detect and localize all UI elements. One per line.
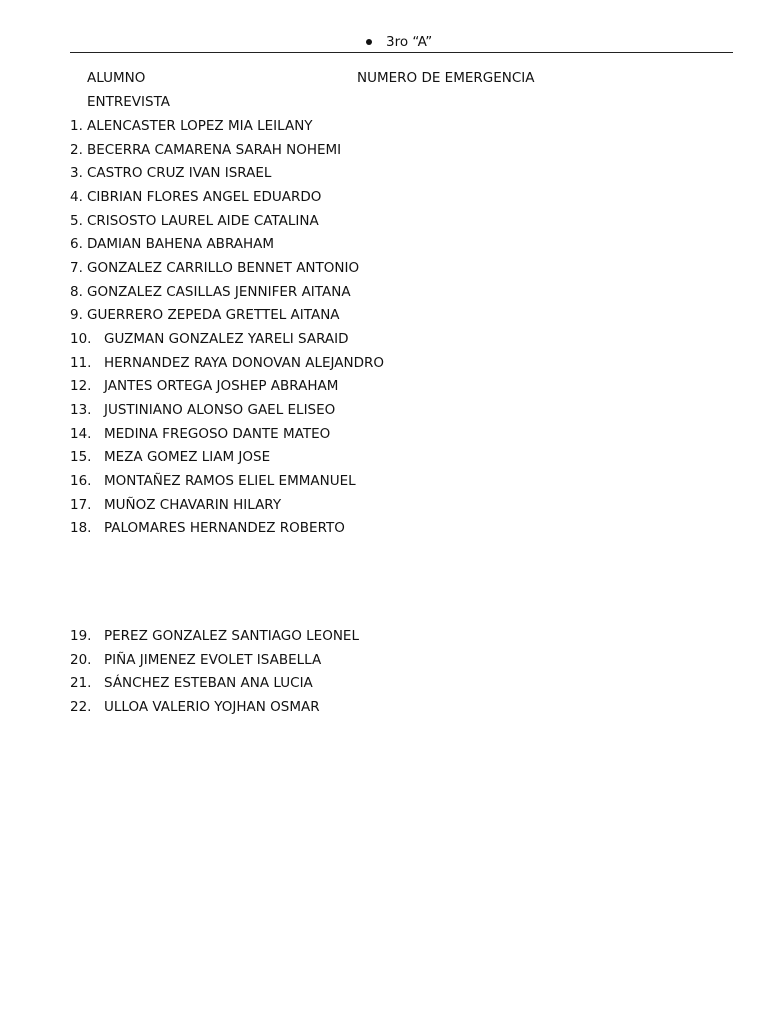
student-name: MUÑOZ CHAVARIN HILARY [104,496,282,513]
item-number: 21. [70,675,92,692]
student-name: ULLOA VALERIO YOJHAN OSMAR [104,698,320,715]
interview-column-header: ENTREVISTA [87,94,171,110]
student-name: PIÑA JIMENEZ EVOLET ISABELLA [104,651,322,668]
item-number: 2. [70,141,83,158]
student-name: BECERRA CAMARENA SARAH NOHEMI [87,141,342,158]
item-number: 1. [70,118,83,134]
item-number: 6. [70,236,83,253]
student-name: PEREZ GONZALEZ SANTIAGO LEONEL [104,628,359,644]
student-name: CASTRO CRUZ IVAN ISRAEL [87,165,272,182]
student-name: MEZA GOMEZ LIAM JOSE [104,449,271,466]
item-number: 7. [70,259,83,276]
student-name: GUERRERO ZEPEDA GRETTEL AITANA [87,307,340,324]
item-number: 22. [70,698,92,715]
student-name: ALENCASTER LOPEZ MIA LEILANY [87,118,313,134]
emergency-column-header: NUMERO DE EMERGENCIA [357,70,535,86]
item-number: 10. [70,330,92,347]
item-number: 9. [70,307,83,324]
item-number: 17. [70,496,92,513]
group-label: 3ro “A” [386,34,433,50]
student-name: CRISOSTO LAUREL AIDE CATALINA [87,212,319,229]
student-name: GONZALEZ CASILLAS JENNIFER AITANA [87,283,351,300]
item-number: 5. [70,212,83,229]
student-name: JUSTINIANO ALONSO GAEL ELISEO [104,401,336,418]
student-name: HERNANDEZ RAYA DONOVAN ALEJANDRO [104,354,384,371]
item-number: 16. [70,472,92,489]
item-number: 13. [70,401,92,418]
student-name: JANTES ORTEGA JOSHEP ABRAHAM [104,378,339,395]
item-number: 20. [70,651,92,668]
header-rule [70,52,733,53]
group-header [366,33,432,51]
bullet-icon [366,39,372,45]
student-name: DAMIAN BAHENA ABRAHAM [87,236,275,253]
student-column-header: ALUMNO [87,70,146,86]
item-number: 4. [70,188,83,205]
item-number: 15. [70,449,92,466]
student-name: MONTAÑEZ RAMOS ELIEL EMMANUEL [104,472,356,489]
student-name: CIBRIAN FLORES ANGEL EDUARDO [87,188,322,205]
student-name: MEDINA FREGOSO DANTE MATEO [104,425,331,442]
item-number: 14. [70,425,92,442]
item-number: 19. [70,628,92,644]
item-number: 11. [70,354,92,371]
student-name: GUZMAN GONZALEZ YARELI SARAID [104,330,349,347]
student-name: GONZALEZ CARRILLO BENNET ANTONIO [87,259,360,276]
item-number: 3. [70,165,83,182]
student-name: SÁNCHEZ ESTEBAN ANA LUCIA [104,675,313,692]
student-name: PALOMARES HERNANDEZ ROBERTO [104,520,345,537]
item-number: 8. [70,283,83,300]
item-number: 18. [70,520,92,537]
item-number: 12. [70,378,92,395]
